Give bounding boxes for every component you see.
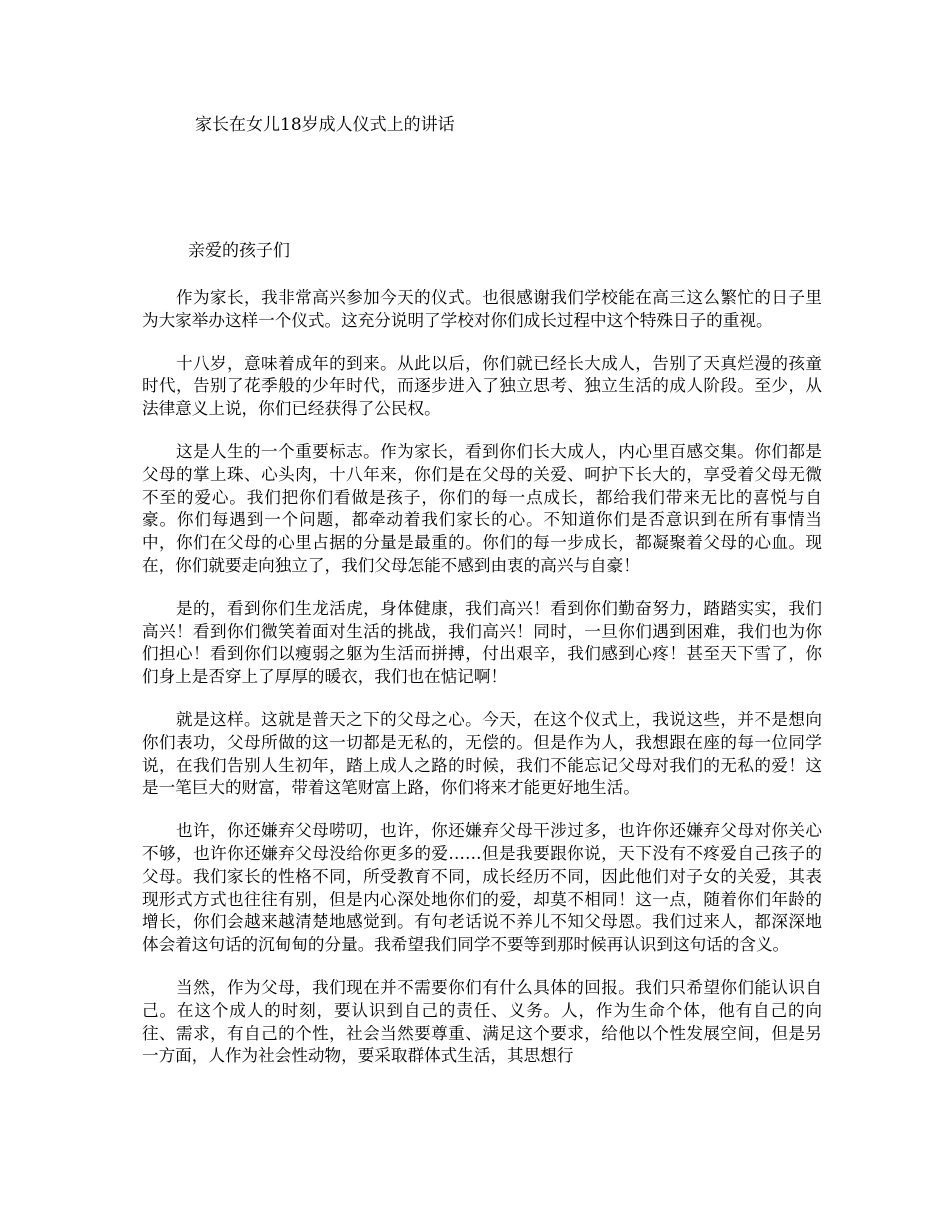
paragraph-7: 当然，作为父母，我们现在并不需要你们有什么具体的回报。我们只希望你们能认识自己。在这个成人的时刻，要认识到自己的责任、义务。人，作为生命个体，他有自己的向往、需求，有自己的个性，社会当然要尊重、满足这个要求，给他以个性发展空间，但是另一方面，人作为社会性动物，要采取群体式生活，其思想行 [142,977,822,1066]
paragraph-3: 这是人生的一个重要标志。作为家长，看到你们长大成人，内心里百感交集。你们都是父母的掌上珠、心头肉，十八年来，你们是在父母的关爱、呵护下长大的，享受着父母无微不至的爱心。我们把你们看做是孩子，你们的每一点成长，都给我们带来无比的喜悦与自豪。你们每遇到一个问题，都牵动着我们家长的心。不知道你们是否意识到在所有事情当中，你们在父母的心里占据的分量是最重的。你们的每一步成长，都凝聚着父母的心血。现在，你们就要走向独立了，我们父母怎能不感到由衷的高兴与自豪！ [142,441,822,575]
paragraph-5: 就是这样。这就是普天之下的父母之心。今天，在这个仪式上，我说这些，并不是想向你们表功，父母所做的这一切都是无私的，无偿的。但是作为人，我想跟在座的每一位同学说，在我们告别人生初年，踏上成人之路的时候，我们不能忘记父母对我们的无私的爱！这是一笔巨大的财富，带着这笔财富上路，你们将来才能更好地生活。 [142,709,822,798]
paragraph-2: 十八岁，意味着成年的到来。从此以后，你们就已经长大成人，告别了天真烂漫的孩童时代，告别了花季般的少年时代，而逐步进入了独立思考、独立生活的成人阶段。至少，从法律意义上说，你们已经获得了公民权。 [142,353,822,419]
paragraph-4: 是的，看到你们生龙活虎，身体健康，我们高兴！看到你们勤奋努力，踏踏实实，我们高兴！看到你们微笑着面对生活的挑战，我们高兴！同时，一旦你们遇到困难，我们也为你们担心！看到你们以瘦弱之躯为生活而拼搏，付出艰辛，我们感到心疼！甚至天下雪了，你们身上是否穿上了厚厚的暖衣，我们也在惦记啊！ [142,598,822,687]
paragraph-6: 也许，你还嫌弃父母唠叨，也许，你还嫌弃父母干涉过多，也许你还嫌弃父母对你关心不够，也许你还嫌弃父母没给你更多的爱……但是我要跟你说，天下没有不疼爱自己孩子的父母。我们家长的性格不同，所受教育不同，成长经历不同，因此他们对子女的关爱，其表现形式方式也往往有别，但是内心深处地你们的爱，却莫不相同！这一点，随着你们年龄的增长，你们会越来越清楚地感觉到。有句老话说不养儿不知父母恩。我们过来人，都深深地体会着这句话的沉甸甸的分量。我希望我们同学不要等到那时候再认识到这句话的含义。 [142,821,822,955]
document-title: 家长在女儿18岁成人仪式上的讲话 [195,115,455,135]
paragraph-1: 作为家长，我非常高兴参加今天的仪式。也很感谢我们学校能在高三这么繁忙的日子里为大家举办这样一个仪式。这充分说明了学校对你们成长过程中这个特殊日子的重视。 [142,288,822,330]
salutation: 亲爱的孩子们 [188,241,290,261]
document-body [142,287,822,1088]
